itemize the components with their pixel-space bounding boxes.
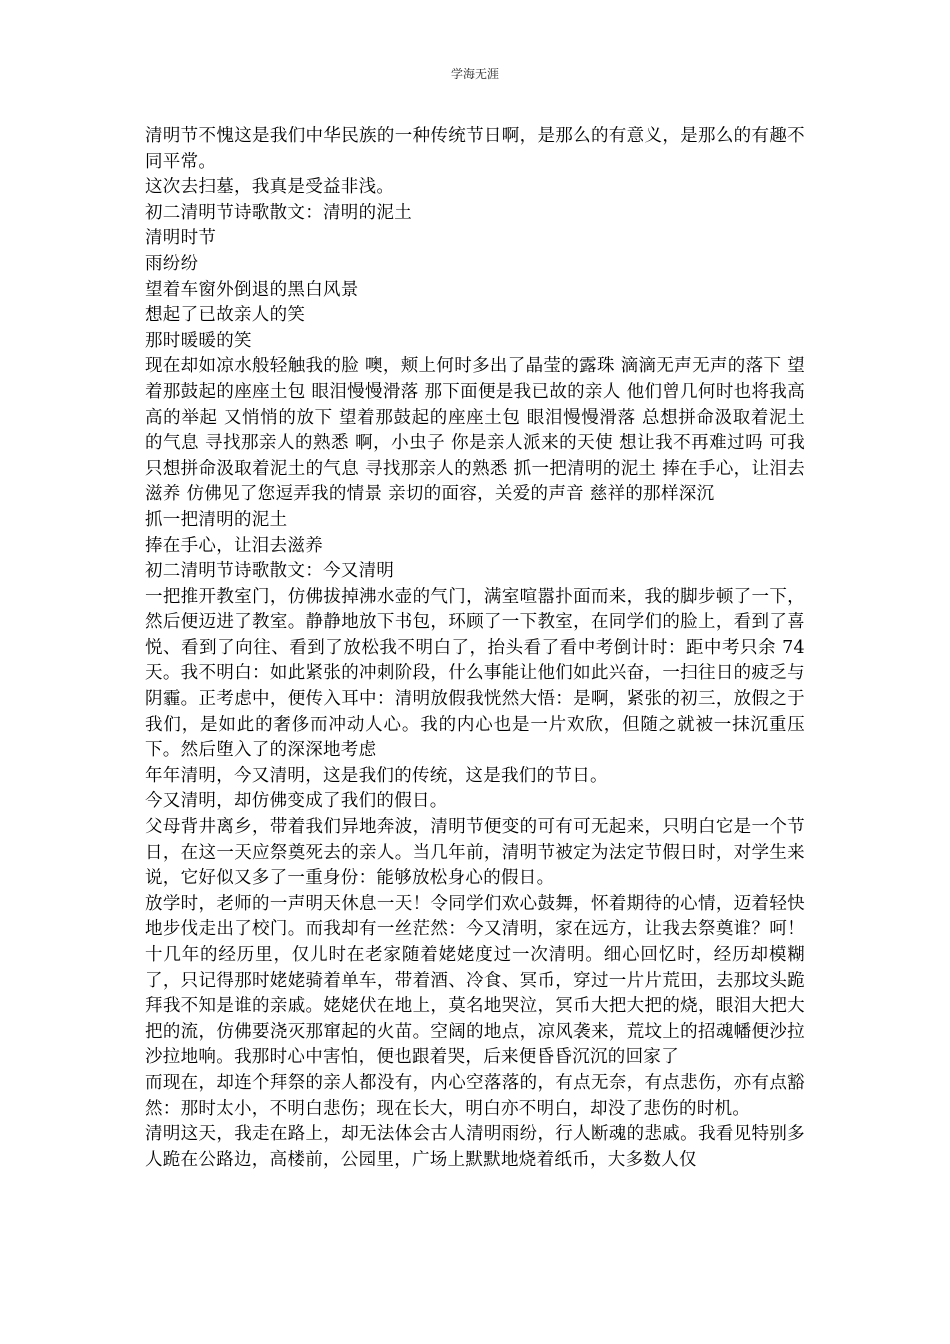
paragraph: 现在却如凉水般轻触我的脸 噢，颊上何时多出了晶莹的露珠 滴滴无声无声的落下 望着那鼓起的座座土包 眼泪慢慢滑落 那下面便是我已故的亲人 他们曾几何时也将我高高的举起 又悄悄的放下 望着那鼓起的座座土包 眼泪慢慢滑落 总想拼命汲取着泥土的气息 寻找那亲人的熟悉 啊，小虫子 你是亲人派来的天使 想让我不再难过吗 可我只想拼命汲取着泥土的气息 寻找那亲人的熟悉 抓一把清明的泥土 捧在手心，让泪去滋养 仿佛见了您逗弄我的情景 亲切的面容，关爱的声音 慈祥的那样深沉 bbox=[145, 356, 805, 505]
paragraph: 放学时，老师的一声明天休息一天！令同学们欢心鼓舞，怀着期待的心情，迈着轻快地步伐走出了校门。而我却有一丝茫然：今又清明，家在远方，让我去祭奠谁？呵！十几年的经历里，仅儿时在老家随着姥姥度过一次清明。细心回忆时，经历却模糊了，只记得那时姥姥骑着单车，带着酒、冷食、冥币，穿过一片片荒田，去那坟头跪拜我不知是谁的亲戚。姥姥伏在地上，莫名地哭泣，冥币大把大把的烧，眼泪大把大把的流，仿佛要浇灭那窜起的火苗。空阔的地点，凉风袭来，荒坟上的招魂幡便沙拉沙拉地响。我那时心中害怕，便也跟着哭，后来便昏昏沉沉的回家了 bbox=[145, 893, 805, 1068]
page-header: 学海无涯 bbox=[450, 67, 499, 81]
paragraph: 这次去扫墓，我真是受益非浅。 bbox=[145, 177, 395, 198]
paragraph: 年年清明，今又清明，这是我们的传统，这是我们的节日。 bbox=[145, 765, 608, 786]
paragraph: 清明节不愧这是我们中华民族的一种传统节日啊，是那么的有意义，是那么的有趣不同平常。 bbox=[145, 126, 805, 172]
document-body bbox=[145, 124, 805, 1173]
section-heading: 初二清明节诗歌散文：清明的泥土 bbox=[145, 202, 412, 223]
paragraph: 今又清明，却仿佛变成了我们的假日。 bbox=[145, 791, 448, 812]
paragraph: 父母背井离乡，带着我们异地奔波，清明节便变的可有可无起来，只明白它是一个节日，在这一天应祭奠死去的亲人。当几年前，清明节被定为法定节假日时，对学生来说，它好似又多了一重身份：能够放松身心的假日。 bbox=[145, 817, 805, 889]
paragraph: 而现在，却连个拜祭的亲人都没有，内心空落落的，有点无奈，有点悲伤，亦有点豁然：那时太小，不明白悲伤；现在长大，明白亦不明白，却没了悲伤的时机。 bbox=[145, 1072, 805, 1119]
poem-line: 那时暖暖的笑 bbox=[145, 330, 252, 351]
poem-line: 想起了已故亲人的笑 bbox=[145, 305, 306, 326]
section-heading: 初二清明节诗歌散文：今又清明 bbox=[145, 561, 395, 582]
poem-line: 雨纷纷 bbox=[145, 253, 199, 274]
poem-line: 望着车窗外倒退的黑白风景 bbox=[145, 279, 359, 300]
poem-line: 抓一把清明的泥土 bbox=[145, 509, 288, 530]
poem-line: 捧在手心，让泪去滋养 bbox=[145, 535, 323, 556]
poem-line: 清明时节 bbox=[145, 228, 217, 249]
paragraph: 一把推开教室门，仿佛拔掉沸水壶的气门，满室喧嚣扑面而来，我的脚步顿了一下，然后便迈进了教室。静静地放下书包，环顾了一下教室，在同学们的脸上，看到了喜悦、看到了向往、看到了放松我不明白了，抬头看了看中考倒计时：距中考只余 74 天。我不明白：如此紧张的冲刺阶段，什么事能让他们如此兴奋，一扫往日的疲乏与阴霾。正考虑中，便传入耳中：清明放假我恍然大悟：是啊，紧张的初三，放假之于我们，是如此的奢侈而冲动人心。我的内心也是一片欢欣，但随之就被一抹沉重压下。然后堕入了的深深地考虑 bbox=[145, 586, 805, 761]
paragraph: 清明这天，我走在路上，却无法体会古人清明雨纷，行人断魂的悲戚。我看见特别多人跪在公路边，高楼前，公园里，广场上默默地烧着纸币，大多数人仅 bbox=[145, 1124, 805, 1170]
